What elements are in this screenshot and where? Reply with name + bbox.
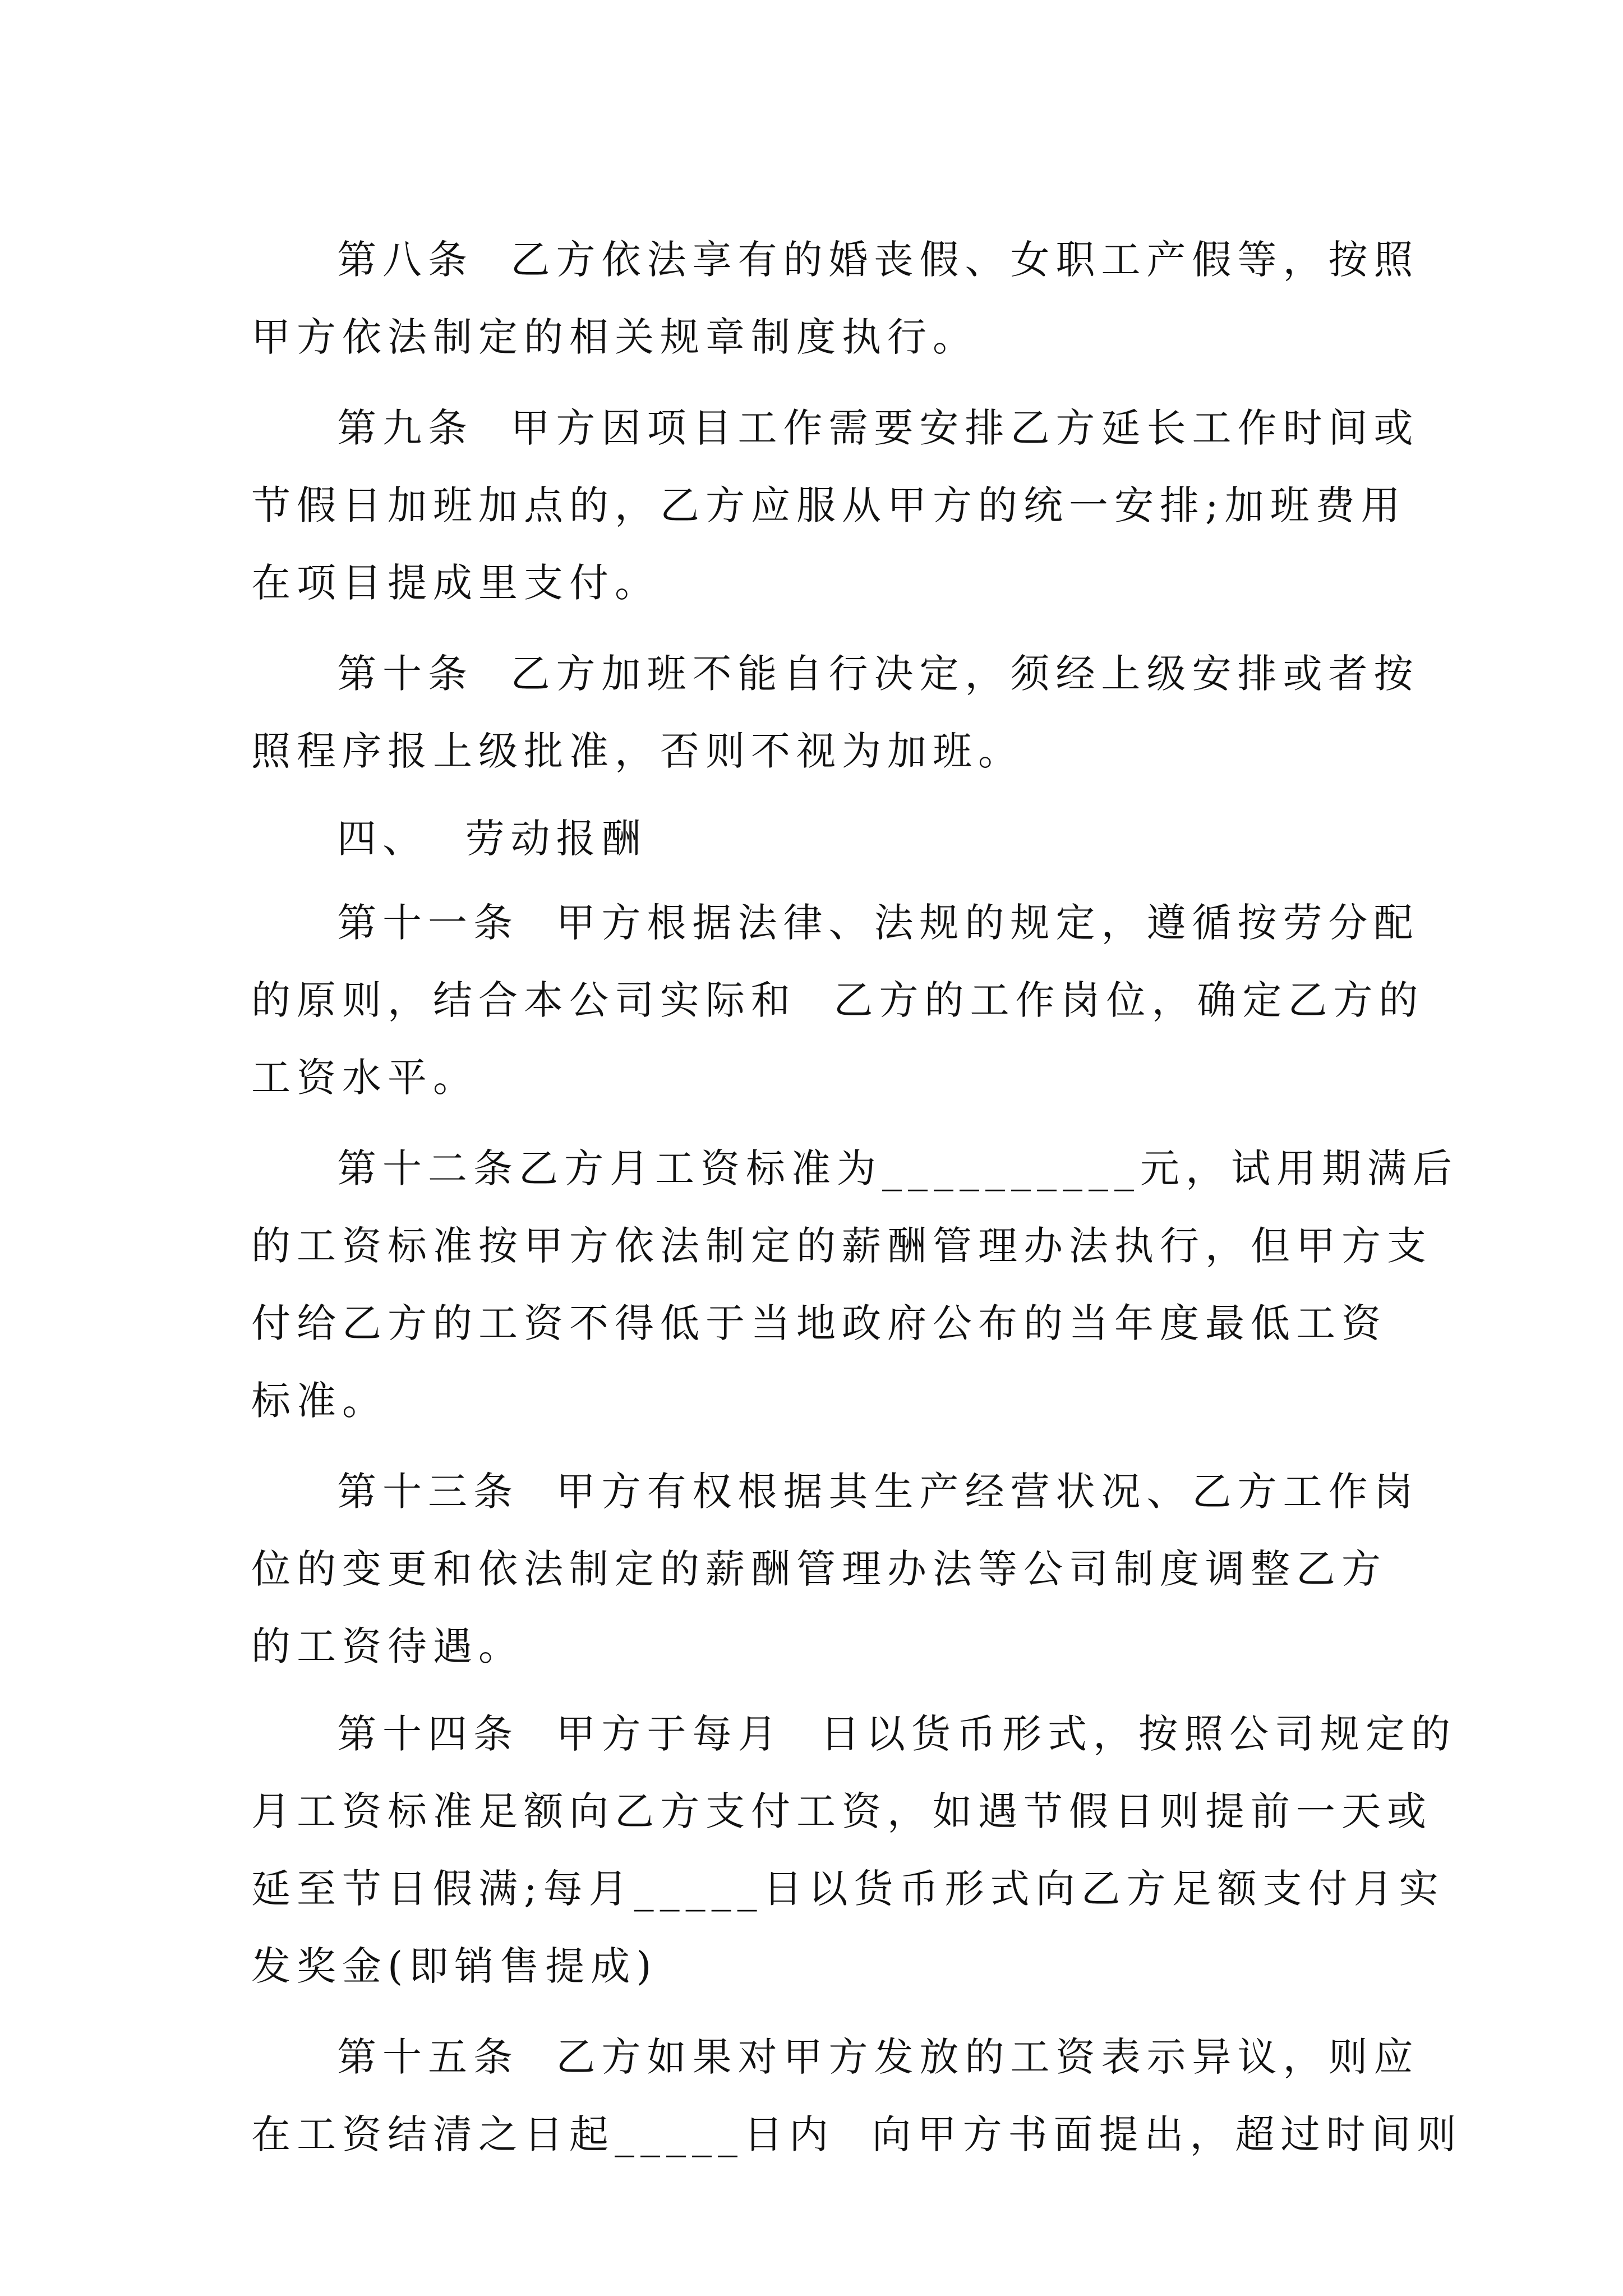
document-line: 的工资标准按甲方依法制定的薪酬管理办法执行，但甲方支 xyxy=(251,1223,1432,1269)
document-line: 工资水平。 xyxy=(251,1055,478,1101)
document-line: 发奖金(即销售提成) xyxy=(251,1943,658,1989)
document-line: 第八条 乙方依法享有的婚丧假、女职工产假等，按照 xyxy=(337,237,1419,283)
document-line: 第十条 乙方加班不能自行决定，须经上级安排或者按 xyxy=(337,651,1419,697)
document-line: 第十四条 甲方于每月 日以货币形式，按照公司规定的 xyxy=(337,1711,1457,1757)
document-line: 位的变更和依法制定的薪酬管理办法等公司制度调整乙方 xyxy=(251,1546,1387,1592)
document-line: 的原则，结合本公司实际和 乙方的工作岗位，确定乙方的 xyxy=(251,977,1424,1023)
document-line: 第九条 甲方因项目工作需要安排乙方延长工作时间或 xyxy=(337,405,1419,451)
document-line: 付给乙方的工资不得低于当地政府公布的当年度最低工资 xyxy=(251,1300,1387,1346)
document-line: 照程序报上级批准，否则不视为加班。 xyxy=(251,728,1023,774)
document-line: 月工资标准足额向乙方支付工资，如遇节假日则提前一天或 xyxy=(251,1788,1432,1834)
document-line: 第十三条 甲方有权根据其生产经营状况、乙方工作岗 xyxy=(337,1469,1419,1515)
document-line: 第十一条 甲方根据法律、法规的规定，遵循按劳分配 xyxy=(337,900,1419,946)
document-line: 延至节日假满;每月_____日以货币形式向乙方足额支付月实 xyxy=(251,1866,1445,1912)
document-line: 的工资待遇。 xyxy=(251,1623,524,1669)
document-line: 标准。 xyxy=(251,1378,388,1424)
document-line: 在项目提成里支付。 xyxy=(251,560,660,606)
document-line: 在工资结清之日起_____日内 向甲方书面提出，超过时间则 xyxy=(251,2111,1463,2157)
document-line: 甲方依法制定的相关规章制度执行。 xyxy=(251,314,978,360)
document-line: 四、 劳动报酬 xyxy=(337,816,647,862)
document-line: 第十二条乙方月工资标准为__________元，试用期满后 xyxy=(337,1145,1458,1191)
document-line: 第十五条 乙方如果对甲方发放的工资表示异议，则应 xyxy=(337,2034,1419,2080)
document-line: 节假日加班加点的，乙方应服从甲方的统一安排;加班费用 xyxy=(251,482,1407,528)
